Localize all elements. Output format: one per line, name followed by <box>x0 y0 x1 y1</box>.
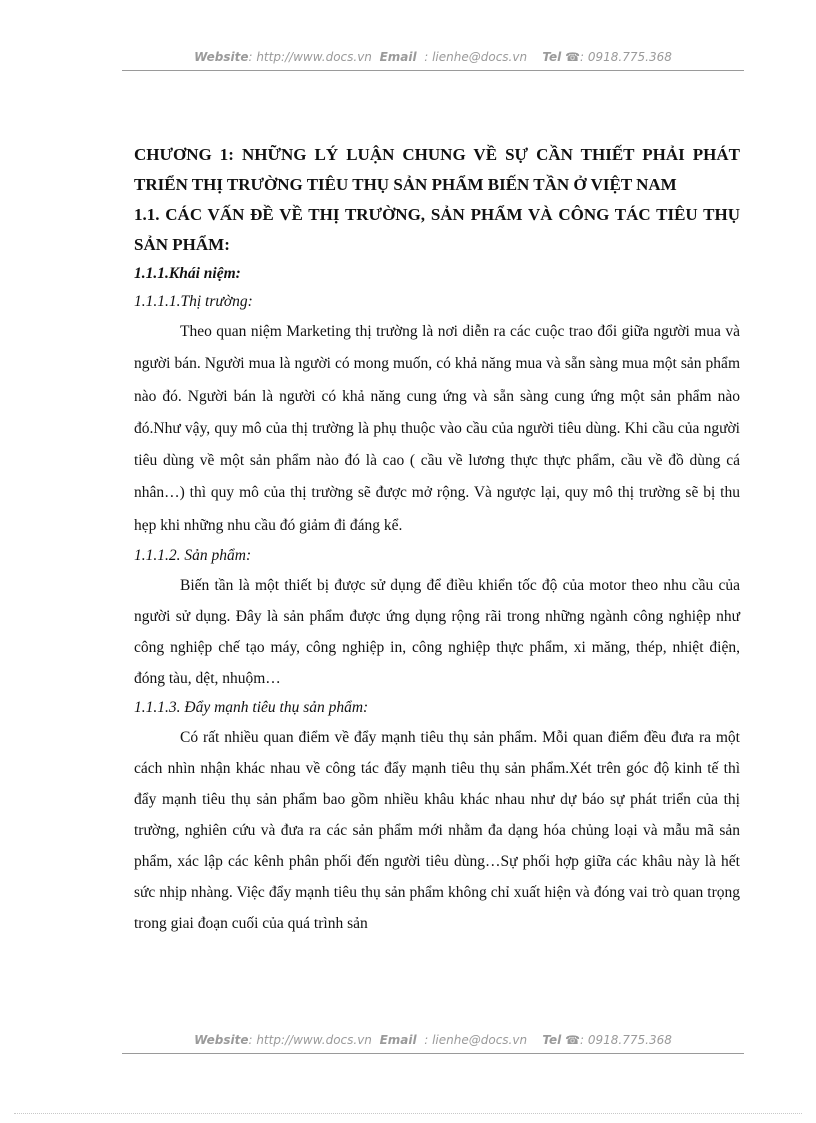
footer-tel-label: Tel <box>542 1033 562 1047</box>
paragraph-market: Theo quan niệm Marketing thị trường là nơi diễn ra các cuộc trao đổi giữa người mua và người bán. Người mua là người có mong muốn, có khả năng mua và sẵn sàng mua một sản phẩm nào đó. Người bán là người có khả năng cung ứng và sẵn sàng cung ứng một sản phẩm nào đó.Như vậy, quy mô của thị trường là phụ thuộc vào cầu của người tiêu dùng. Khi cầu của người tiêu dùng về một sản phẩm nào đó là cao ( cầu về lương thực thực phẩm, cầu về đồ dùng cá nhân…) thì quy mô của thị trường sẽ được mở rộng. Và ngược lại, quy mô thị trường sẽ bị thu hẹp khi những nhu cầu đó giảm đi đáng kể. <box>134 323 740 534</box>
section-title: 1.1. CÁC VẤN ĐỀ VỀ THỊ TRƯỜNG, SẢN PHẨM VÀ CÔNG TÁC TIÊU THỤ SẢN PHẨM: <box>134 205 740 254</box>
header-email-link[interactable]: : lienhe@docs.vn <box>424 50 528 64</box>
chapter-title: CHƯƠNG 1: NHỮNG LÝ LUẬN CHUNG VỀ SỰ CẦN THIẾT PHẢI PHÁT TRIỂN THỊ TRƯỜNG TIÊU THỤ SẢN PHẨM BIẾN TẦN Ở VIỆT NAM <box>134 145 740 194</box>
phone-icon: ☎ <box>565 50 581 64</box>
footer-website-link[interactable]: : http://www.docs.vn <box>248 1033 372 1047</box>
footer-email-label: Email <box>379 1033 417 1047</box>
footer-rule <box>122 1053 744 1054</box>
footer-website-label: Website <box>194 1033 249 1047</box>
subsection-title: 1.1.1.Khái niệm: <box>134 265 241 282</box>
header-rule <box>122 70 744 71</box>
header-tel-value: : 0918.775.368 <box>580 50 672 64</box>
header-email-label: Email <box>379 50 417 64</box>
page-header <box>122 50 744 64</box>
paragraph-promote: Có rất nhiều quan điểm về đẩy mạnh tiêu thụ sản phẩm. Mỗi quan điểm đều đưa ra một cách nhìn nhận khác nhau về công tác đẩy mạnh tiêu thụ sản phẩm.Xét trên góc độ kinh tế thì đẩy mạnh tiêu thụ sản phẩm bao gồm nhiều khâu khác nhau như dự báo sự phát triển của thị trường, nghiên cứu và đưa ra các sản phẩm mới nhằm đa dạng hóa chủng loại và mẫu mã sản phẩm, xác lập các kênh phân phối đến người tiêu dùng…Sự phối hợp giữa các khâu này là hết sức nhịp nhàng. Việc đẩy mạnh tiêu thụ sản phẩm không chỉ xuất hiện và đóng vai trò quan trọng trong giai đoạn cuối của quá trình sản <box>134 729 740 933</box>
header-website-label: Website <box>194 50 249 64</box>
paragraph-product: Biến tần là một thiết bị được sử dụng để điều khiển tốc độ của motor theo nhu cầu của người sử dụng. Đây là sản phẩm được ứng dụng rộng rãi trong những ngành công nghiệp như công nghiệp chế tạo máy, công nghiệp in, công nghiệp thực phẩm, xi măng, thép, nhiệt điện, đóng tàu, dệt, nhuộm… <box>134 577 740 688</box>
header-website-link[interactable]: : http://www.docs.vn <box>248 50 372 64</box>
heading-product: 1.1.1.2. Sản phẩm: <box>134 547 252 565</box>
page-edge-divider <box>14 1113 802 1114</box>
page-footer <box>122 1033 744 1047</box>
phone-icon: ☎ <box>565 1033 581 1047</box>
header-tel-label: Tel <box>542 50 562 64</box>
heading-promote: 1.1.1.3. Đẩy mạnh tiêu thụ sản phẩm: <box>134 699 369 717</box>
footer-email-link[interactable]: : lienhe@docs.vn <box>424 1033 528 1047</box>
document-body <box>134 140 740 939</box>
heading-market: 1.1.1.1.Thị trường: <box>134 293 253 310</box>
footer-tel-value: : 0918.775.368 <box>580 1033 672 1047</box>
